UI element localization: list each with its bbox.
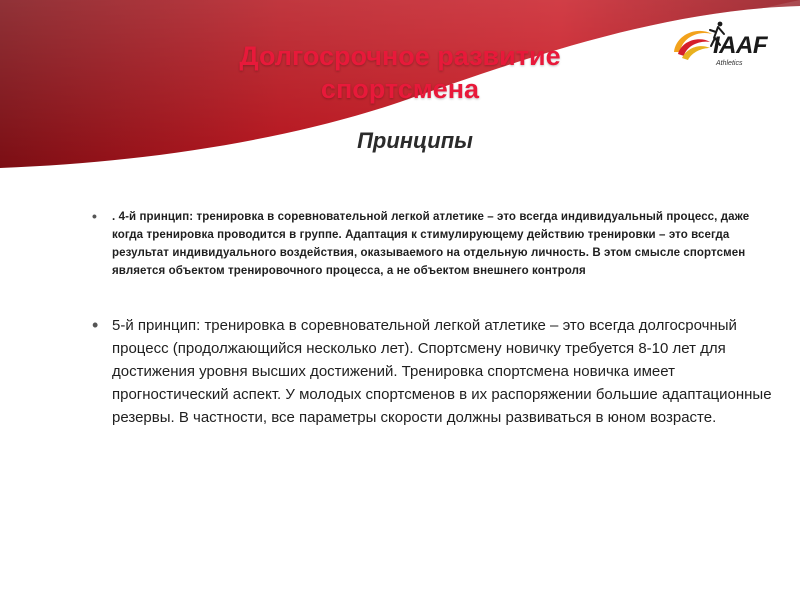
bullet-marker: •	[92, 315, 99, 335]
logo-subtext: Athletics	[716, 60, 743, 67]
bullet-list	[84, 208, 774, 429]
bullet-text: 5-й принцип: тренировка в соревновательной легкой атлетике – это всегда долгосрочный процесс (продолжающийся несколько лет). Спортсмену новичку требуется 8-10 лет для достижения уровня высших достижений. Тренировка спортсмена новичка имеет прогностический аспект. У молодых спортсменов в их распоряжении большие адаптационные резервы. В частности, все параметры скорости должны развиваться в юном возрасте.	[112, 317, 772, 426]
slide-subtitle: Принципы	[357, 128, 473, 153]
slide-title: Долгосрочное развитие спортсмена	[239, 41, 561, 104]
bullet-principle-4	[84, 208, 774, 280]
bullet-text: . 4-й принцип: тренировка в соревновательной легкой атлетике – это всегда индивидуальный процесс, даже когда тренировка проводится в группе. Адаптация к стимулирующему действию тренировки – это всегда результат индивидуального воздействия, оказываемого на отдельную личность. В этом смысле спортсмен является объектом тренировочного процесса, а не объектом внешнего контроля	[112, 211, 750, 277]
bullet-principle-5	[84, 314, 772, 429]
bullet-marker: •	[92, 208, 98, 224]
logo-text: IAAF	[713, 32, 767, 59]
